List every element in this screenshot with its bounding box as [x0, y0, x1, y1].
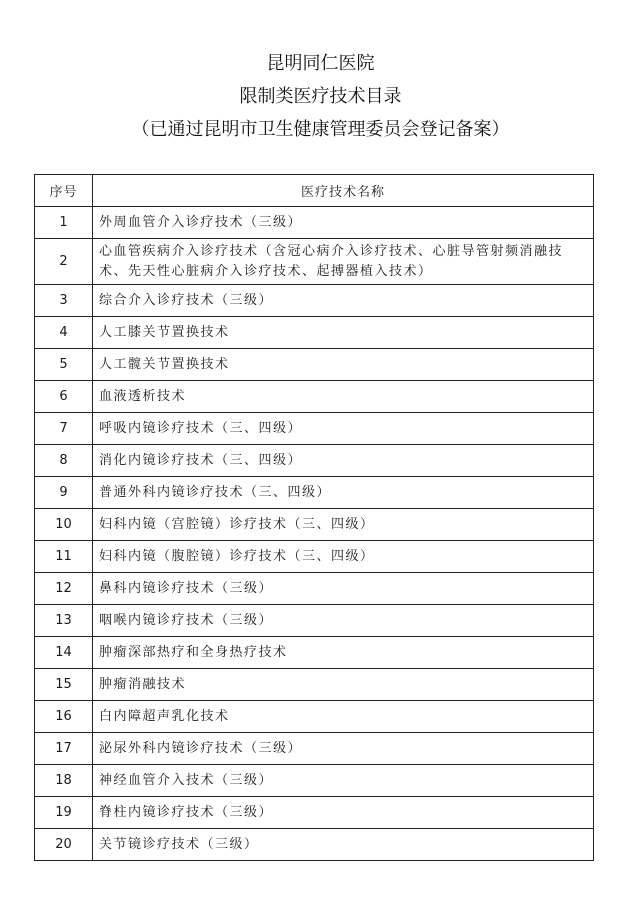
technology-name: 综合介入诊疗技术（三级）: [93, 285, 594, 317]
row-number: 12: [35, 573, 93, 605]
row-number: 14: [35, 637, 93, 669]
table-row: [35, 413, 594, 445]
registration-note: （已通过昆明市卫生健康管理委员会登记备案）: [131, 119, 510, 140]
technology-table: [34, 174, 594, 861]
technology-name: 白内障超声乳化技术: [93, 701, 594, 733]
row-number: 13: [35, 605, 93, 637]
technology-name: 脊柱内镜诊疗技术（三级）: [93, 797, 594, 829]
row-number: 4: [35, 317, 93, 349]
row-number: 16: [35, 701, 93, 733]
table-row: [35, 239, 594, 285]
column-header-number: 序号: [35, 175, 93, 207]
row-number: 2: [35, 239, 93, 285]
technology-name: 血液透析技术: [93, 381, 594, 413]
table-row: [35, 349, 594, 381]
catalog-title: 限制类医疗技术目录: [239, 86, 402, 107]
technology-name: 妇科内镜（腹腔镜）诊疗技术（三、四级）: [93, 541, 594, 573]
technology-name: 人工膝关节置换技术: [93, 317, 594, 349]
table-row: [35, 605, 594, 637]
table-row: [35, 285, 594, 317]
row-number: 19: [35, 797, 93, 829]
technology-name: 泌尿外科内镜诊疗技术（三级）: [93, 733, 594, 765]
row-number: 20: [35, 829, 93, 861]
row-number: 6: [35, 381, 93, 413]
table-row: [35, 637, 594, 669]
row-number: 1: [35, 207, 93, 239]
technology-name: 普通外科内镜诊疗技术（三、四级）: [93, 477, 594, 509]
technology-name: 妇科内镜（宫腔镜）诊疗技术（三、四级）: [93, 509, 594, 541]
row-number: 10: [35, 509, 93, 541]
table-row: [35, 797, 594, 829]
row-number: 15: [35, 669, 93, 701]
table-row: [35, 509, 594, 541]
technology-name: 呼吸内镜诊疗技术（三、四级）: [93, 413, 594, 445]
row-number: 3: [35, 285, 93, 317]
table-row: [35, 477, 594, 509]
row-number: 18: [35, 765, 93, 797]
technology-name: 关节镜诊疗技术（三级）: [93, 829, 594, 861]
row-number: 17: [35, 733, 93, 765]
table-row: [35, 573, 594, 605]
row-number: 9: [35, 477, 93, 509]
table-row: [35, 381, 594, 413]
technology-name: 肿瘤消融技术: [93, 669, 594, 701]
technology-name: 人工髋关节置换技术: [93, 349, 594, 381]
table-row: [35, 701, 594, 733]
row-number: 11: [35, 541, 93, 573]
row-number: 5: [35, 349, 93, 381]
table-row: [35, 207, 594, 239]
technology-name: 咽喉内镜诊疗技术（三级）: [93, 605, 594, 637]
table-row: [35, 733, 594, 765]
table-row: [35, 765, 594, 797]
technology-name: 心血管疾病介入诊疗技术（含冠心病介入诊疗技术、心脏导管射频消融技术、先天性心脏病介入诊疗技术、起搏器植入技术）: [93, 239, 594, 285]
column-header-name: 医疗技术名称: [93, 175, 594, 207]
row-number: 8: [35, 445, 93, 477]
hospital-name: 昆明同仁医院: [266, 53, 375, 74]
technology-name: 消化内镜诊疗技术（三、四级）: [93, 445, 594, 477]
row-number: 7: [35, 413, 93, 445]
table-row: [35, 829, 594, 861]
table-row: [35, 445, 594, 477]
technology-name: 神经血管介入技术（三级）: [93, 765, 594, 797]
table-header-row: [35, 175, 594, 207]
technology-name: 鼻科内镜诊疗技术（三级）: [93, 573, 594, 605]
technology-name: 外周血管介入诊疗技术（三级）: [93, 207, 594, 239]
table-row: [35, 541, 594, 573]
table-row: [35, 669, 594, 701]
technology-name: 肿瘤深部热疗和全身热疗技术: [93, 637, 594, 669]
table-row: [35, 317, 594, 349]
